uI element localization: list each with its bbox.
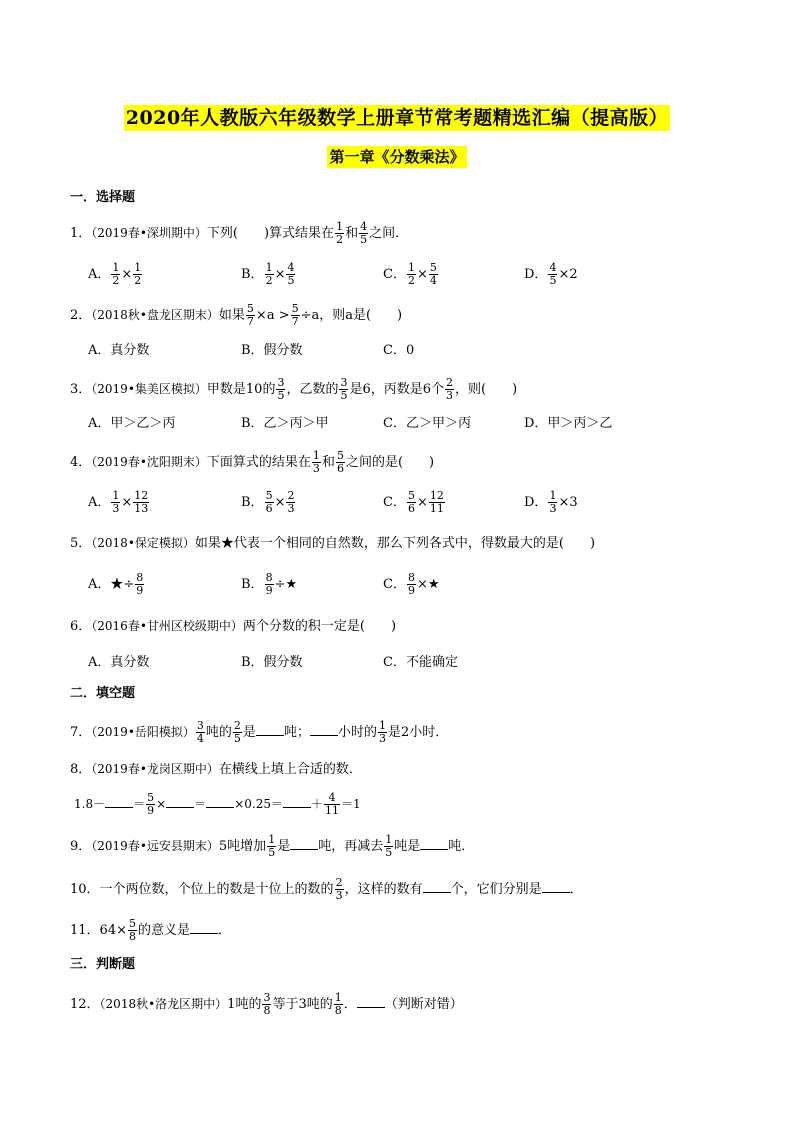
- numerator: 1: [112, 261, 120, 274]
- question-text: 吨，再减去: [318, 839, 384, 854]
- question-source: （2018秋•洛龙区期中）: [99, 997, 228, 1011]
- denominator: 5: [549, 274, 557, 287]
- option-b[interactable]: [241, 262, 296, 287]
- fraction: [246, 303, 255, 328]
- fraction: [286, 490, 295, 515]
- fraction: [133, 262, 142, 287]
- option-label: C．: [383, 267, 406, 282]
- numerator: 1: [134, 261, 142, 274]
- numerator: 2: [335, 876, 343, 889]
- question-number: 4．: [70, 455, 92, 470]
- question-text: 在横线上填上合适的数．: [218, 762, 362, 777]
- question-source: （2019•岳阳模拟）: [91, 725, 195, 739]
- numerator: 5: [291, 302, 299, 315]
- denominator: 4: [196, 732, 204, 745]
- fraction: [265, 572, 274, 597]
- answer-blank[interactable]: [206, 795, 234, 808]
- fraction: [291, 303, 300, 328]
- denominator: 3: [112, 502, 120, 515]
- denominator: 9: [407, 584, 415, 597]
- numerator: 2: [287, 489, 295, 502]
- numerator: 1: [112, 489, 120, 502]
- denominator: 9: [147, 804, 155, 817]
- fraction: [286, 262, 295, 287]
- option-c[interactable]: C．乙＞甲＞丙: [383, 416, 471, 431]
- fraction: [267, 834, 276, 859]
- fraction: [133, 490, 149, 515]
- numerator: 5: [407, 489, 415, 502]
- question-9: [70, 834, 474, 859]
- fraction: [312, 450, 321, 475]
- fraction: [336, 450, 345, 475]
- fraction: [111, 262, 120, 287]
- answer-blank[interactable]: [105, 795, 133, 808]
- question-7: [70, 720, 448, 745]
- question-source: （2018秋•盘龙区期末）: [91, 308, 219, 322]
- denominator: 3: [312, 462, 320, 475]
- chapter-text: 第一章《分数乘法》: [329, 148, 465, 166]
- numerator: 5: [246, 302, 254, 315]
- fraction: [378, 720, 387, 745]
- numerator: 5: [147, 791, 155, 804]
- question-4: [70, 450, 434, 475]
- fraction: [548, 262, 557, 287]
- denominator: 2: [265, 274, 273, 287]
- question-text: ．: [569, 882, 583, 897]
- question-source: （2019春•深圳期中）: [91, 226, 207, 240]
- star-expression: ×★: [416, 577, 440, 592]
- question-text: 是: [277, 839, 291, 854]
- question-text: 如果★代表一个相同的自然数，那么下列各式中，得数最大的是( ): [194, 536, 596, 551]
- answer-blank[interactable]: [166, 795, 194, 808]
- fraction: [146, 792, 155, 817]
- denominator: 3: [446, 389, 454, 402]
- fraction: [407, 262, 416, 287]
- section-heading-choice: 一．选择题: [70, 190, 136, 205]
- fraction: [548, 490, 557, 515]
- option-label: C．: [383, 577, 406, 592]
- section-heading-fill: 二．填空题: [70, 686, 136, 701]
- question-number: 6．: [70, 619, 92, 634]
- answer-blank[interactable]: [542, 880, 570, 893]
- answer-blank[interactable]: [420, 837, 448, 850]
- denominator: 9: [136, 584, 144, 597]
- operand: 3: [569, 495, 578, 510]
- option-b[interactable]: B．假分数: [241, 343, 303, 358]
- equation-text: ＝: [194, 797, 207, 811]
- numerator: 8: [136, 571, 144, 584]
- fraction: [265, 262, 274, 287]
- question-number: 11．: [70, 923, 100, 938]
- numerator: 5: [128, 917, 136, 930]
- section-heading-judge: 三．判断题: [70, 957, 136, 972]
- fraction: [335, 221, 344, 246]
- numerator: 3: [277, 376, 285, 389]
- numerator: 1: [407, 261, 415, 274]
- fraction: [407, 490, 416, 515]
- question-number: 7．: [70, 725, 92, 740]
- question-number: 12．: [70, 997, 100, 1012]
- denominator: 3: [335, 889, 343, 902]
- denominator: 5: [233, 732, 241, 745]
- question-text: 是: [242, 725, 256, 740]
- fraction: [339, 377, 348, 402]
- question-text: 甲数是10的: [206, 382, 276, 397]
- option-a[interactable]: [88, 490, 150, 515]
- numerator: 8: [265, 571, 273, 584]
- equation-text: ＝1: [340, 797, 361, 811]
- answer-blank[interactable]: [423, 880, 451, 893]
- question-text: 之间的是( ): [345, 455, 435, 470]
- denominator: 8: [263, 1004, 271, 1017]
- denominator: 7: [291, 315, 299, 328]
- option-c[interactable]: [383, 490, 446, 515]
- question-text: 1吨的: [227, 997, 262, 1012]
- denominator: 6: [407, 502, 415, 515]
- denominator: 11: [324, 804, 339, 817]
- operator: ×: [274, 495, 286, 510]
- numerator: 1: [549, 489, 557, 502]
- option-a[interactable]: [88, 262, 143, 287]
- fraction: [111, 490, 120, 515]
- answer-blank[interactable]: [290, 837, 318, 850]
- option-label: A．: [88, 577, 111, 592]
- operator: ×: [274, 267, 286, 282]
- fraction: [262, 992, 271, 1017]
- question-5: [70, 533, 595, 554]
- answer-blank[interactable]: [256, 723, 284, 736]
- fraction: [265, 490, 274, 515]
- denominator: 3: [549, 502, 557, 515]
- question-number: 1．: [70, 226, 92, 241]
- fraction: [324, 792, 340, 817]
- denominator: 5: [340, 389, 348, 402]
- denominator: 2: [336, 233, 344, 246]
- denominator: 5: [277, 389, 285, 402]
- fraction: [135, 572, 144, 597]
- numerator: 8: [407, 571, 415, 584]
- question-text: 吨；: [283, 725, 310, 740]
- option-b[interactable]: [241, 490, 296, 515]
- answer-blank[interactable]: [283, 795, 311, 808]
- question-text: ，这样的数有: [344, 882, 423, 897]
- star-expression: ÷★: [274, 577, 298, 592]
- denominator: 3: [378, 732, 386, 745]
- numerator: 3: [263, 991, 271, 1004]
- fraction: [196, 720, 205, 745]
- operator: ×: [558, 267, 570, 282]
- question-text: ．: [218, 923, 232, 938]
- question-source: （2016春•甘州区校级期中）: [91, 619, 243, 633]
- numerator: 4: [328, 791, 336, 804]
- numerator: 12: [429, 489, 444, 502]
- question-text: 如果: [218, 308, 245, 323]
- document-title: [0, 103, 794, 130]
- question-text: 吨．: [448, 839, 475, 854]
- question-text: 5吨增加: [218, 839, 267, 854]
- question-number: 2．: [70, 308, 92, 323]
- denominator: 5: [268, 846, 276, 859]
- chapter-title: [0, 146, 794, 167]
- numerator: 2: [446, 376, 454, 389]
- fraction: [429, 262, 438, 287]
- denominator: 4: [429, 274, 437, 287]
- numerator: 4: [360, 220, 368, 233]
- question-2: [70, 303, 402, 328]
- denominator: 13: [134, 502, 149, 515]
- question-text: 的意义是: [137, 923, 190, 938]
- denominator: 5: [385, 846, 393, 859]
- numerator: 1: [334, 991, 342, 1004]
- option-c[interactable]: [383, 262, 439, 287]
- option-label: B．: [241, 577, 264, 592]
- question-12: [70, 992, 463, 1017]
- operand: 2: [569, 267, 578, 282]
- question-number: 9．: [70, 839, 92, 854]
- option-a[interactable]: A．真分数: [88, 343, 150, 358]
- equation-text: ＋: [310, 797, 323, 811]
- option-c[interactable]: [383, 572, 440, 597]
- option-c[interactable]: C．0: [383, 343, 415, 358]
- numerator: 1: [336, 220, 344, 233]
- denominator: 6: [265, 502, 273, 515]
- numerator: 5: [265, 489, 273, 502]
- operator: ×: [416, 267, 428, 282]
- question-text: 吨的: [205, 725, 232, 740]
- numerator: 1: [268, 833, 276, 846]
- answer-blank[interactable]: [357, 995, 385, 1008]
- option-label: B．: [241, 495, 264, 510]
- question-11: [70, 918, 231, 943]
- equation-chain: [74, 792, 361, 817]
- question-text: 下列( )算式结果在: [206, 226, 335, 241]
- option-label: C．: [383, 495, 406, 510]
- question-text: 个，它们分别是: [450, 882, 542, 897]
- option-c[interactable]: C．不能确定: [383, 655, 458, 670]
- option-d[interactable]: [524, 262, 578, 287]
- option-a[interactable]: A．真分数: [88, 655, 150, 670]
- numerator: 5: [429, 261, 437, 274]
- fraction: [445, 377, 454, 402]
- denominator: 8: [334, 1004, 342, 1017]
- numerator: 3: [196, 719, 204, 732]
- operator: ×: [558, 495, 570, 510]
- fraction: [407, 572, 416, 597]
- operator: ×: [121, 267, 133, 282]
- denominator: 2: [134, 274, 142, 287]
- numerator: 12: [134, 489, 149, 502]
- question-text: 下面算式的结果在: [206, 455, 311, 470]
- option-d[interactable]: [524, 490, 578, 515]
- fraction: [276, 377, 285, 402]
- question-text: 是6，丙数是6个: [349, 382, 445, 397]
- equation-text: ＝: [133, 797, 146, 811]
- question-text: 是2小时．: [387, 725, 449, 740]
- option-b[interactable]: [241, 572, 297, 597]
- equation-text: 1.8－: [74, 797, 106, 811]
- option-b[interactable]: B．假分数: [241, 655, 303, 670]
- question-text: ．: [343, 997, 357, 1012]
- question-text: 一个两位数，个位上的数是十位上的数的: [99, 882, 334, 897]
- option-label: B．: [241, 267, 264, 282]
- denominator: 8: [128, 930, 136, 943]
- denominator: 7: [246, 315, 254, 328]
- denominator: 2: [112, 274, 120, 287]
- question-6: [70, 616, 396, 637]
- question-1: [70, 221, 408, 246]
- numerator: 4: [549, 261, 557, 274]
- answer-blank[interactable]: [310, 723, 338, 736]
- question-3: [70, 377, 517, 402]
- question-text: 两个分数的积一定是( ): [242, 619, 397, 634]
- question-text: 和: [345, 226, 359, 241]
- fraction: [128, 918, 137, 943]
- option-label: D．: [524, 495, 548, 510]
- question-text: ，则( ): [455, 382, 518, 397]
- denominator: 5: [287, 274, 295, 287]
- question-text: 和: [321, 455, 335, 470]
- question-text: （判断对错）: [384, 997, 463, 1012]
- option-a[interactable]: [88, 572, 145, 597]
- question-text: 吨是: [394, 839, 421, 854]
- operator: ×: [121, 495, 133, 510]
- answer-blank[interactable]: [190, 921, 218, 934]
- numerator: 2: [233, 719, 241, 732]
- question-text: ÷a，则a是( ): [300, 308, 403, 323]
- numerator: 1: [312, 449, 320, 462]
- question-source: （2019春•远安县期末）: [91, 839, 219, 853]
- fraction: [359, 221, 368, 246]
- denominator: 3: [287, 502, 295, 515]
- question-source: （2019春•龙岗区期中）: [91, 762, 219, 776]
- option-label: A．: [88, 267, 111, 282]
- question-text: ，乙数的: [286, 382, 339, 397]
- star-expression: ★÷: [110, 577, 135, 592]
- title-text: 2020年人教版六年级数学上册章节常考题精选汇编（提高版）: [125, 107, 669, 129]
- fraction: [384, 834, 393, 859]
- numerator: 5: [336, 449, 344, 462]
- numerator: 4: [287, 261, 295, 274]
- option-a[interactable]: A．甲＞乙＞丙: [88, 416, 176, 431]
- equation-text: ×: [156, 797, 167, 811]
- question-10: [70, 877, 583, 902]
- question-source: （2019春•沈阳期末）: [91, 455, 207, 469]
- question-number: 10．: [70, 882, 100, 897]
- fraction: [233, 720, 242, 745]
- question-8: [70, 759, 362, 780]
- equation-text: ×0.25＝: [234, 797, 283, 811]
- denominator: 9: [265, 584, 273, 597]
- option-d[interactable]: D．甲＞丙＞乙: [524, 416, 613, 431]
- denominator: 2: [407, 274, 415, 287]
- question-number: 5．: [70, 536, 92, 551]
- option-label: D．: [524, 267, 548, 282]
- fraction: [334, 992, 343, 1017]
- option-label: A．: [88, 495, 111, 510]
- numerator: 3: [340, 376, 348, 389]
- question-text: 小时的: [337, 725, 377, 740]
- question-text: 64×: [99, 923, 127, 938]
- fraction: [335, 877, 344, 902]
- numerator: 1: [265, 261, 273, 274]
- question-source: （2018•保定模拟）: [91, 536, 195, 550]
- operator: ×: [416, 495, 428, 510]
- numerator: 1: [385, 833, 393, 846]
- question-text: ×a >: [255, 308, 290, 323]
- denominator: 11: [429, 502, 444, 515]
- question-text: 之间．: [369, 226, 409, 241]
- question-number: 8．: [70, 762, 92, 777]
- fraction: [429, 490, 445, 515]
- denominator: 5: [360, 233, 368, 246]
- question-text: 等于3吨的: [272, 997, 333, 1012]
- numerator: 1: [378, 719, 386, 732]
- denominator: 6: [336, 462, 344, 475]
- question-source: （2019•集美区模拟）: [91, 382, 207, 396]
- question-number: 3．: [70, 382, 92, 397]
- option-b[interactable]: B．乙＞丙＞甲: [241, 416, 329, 431]
